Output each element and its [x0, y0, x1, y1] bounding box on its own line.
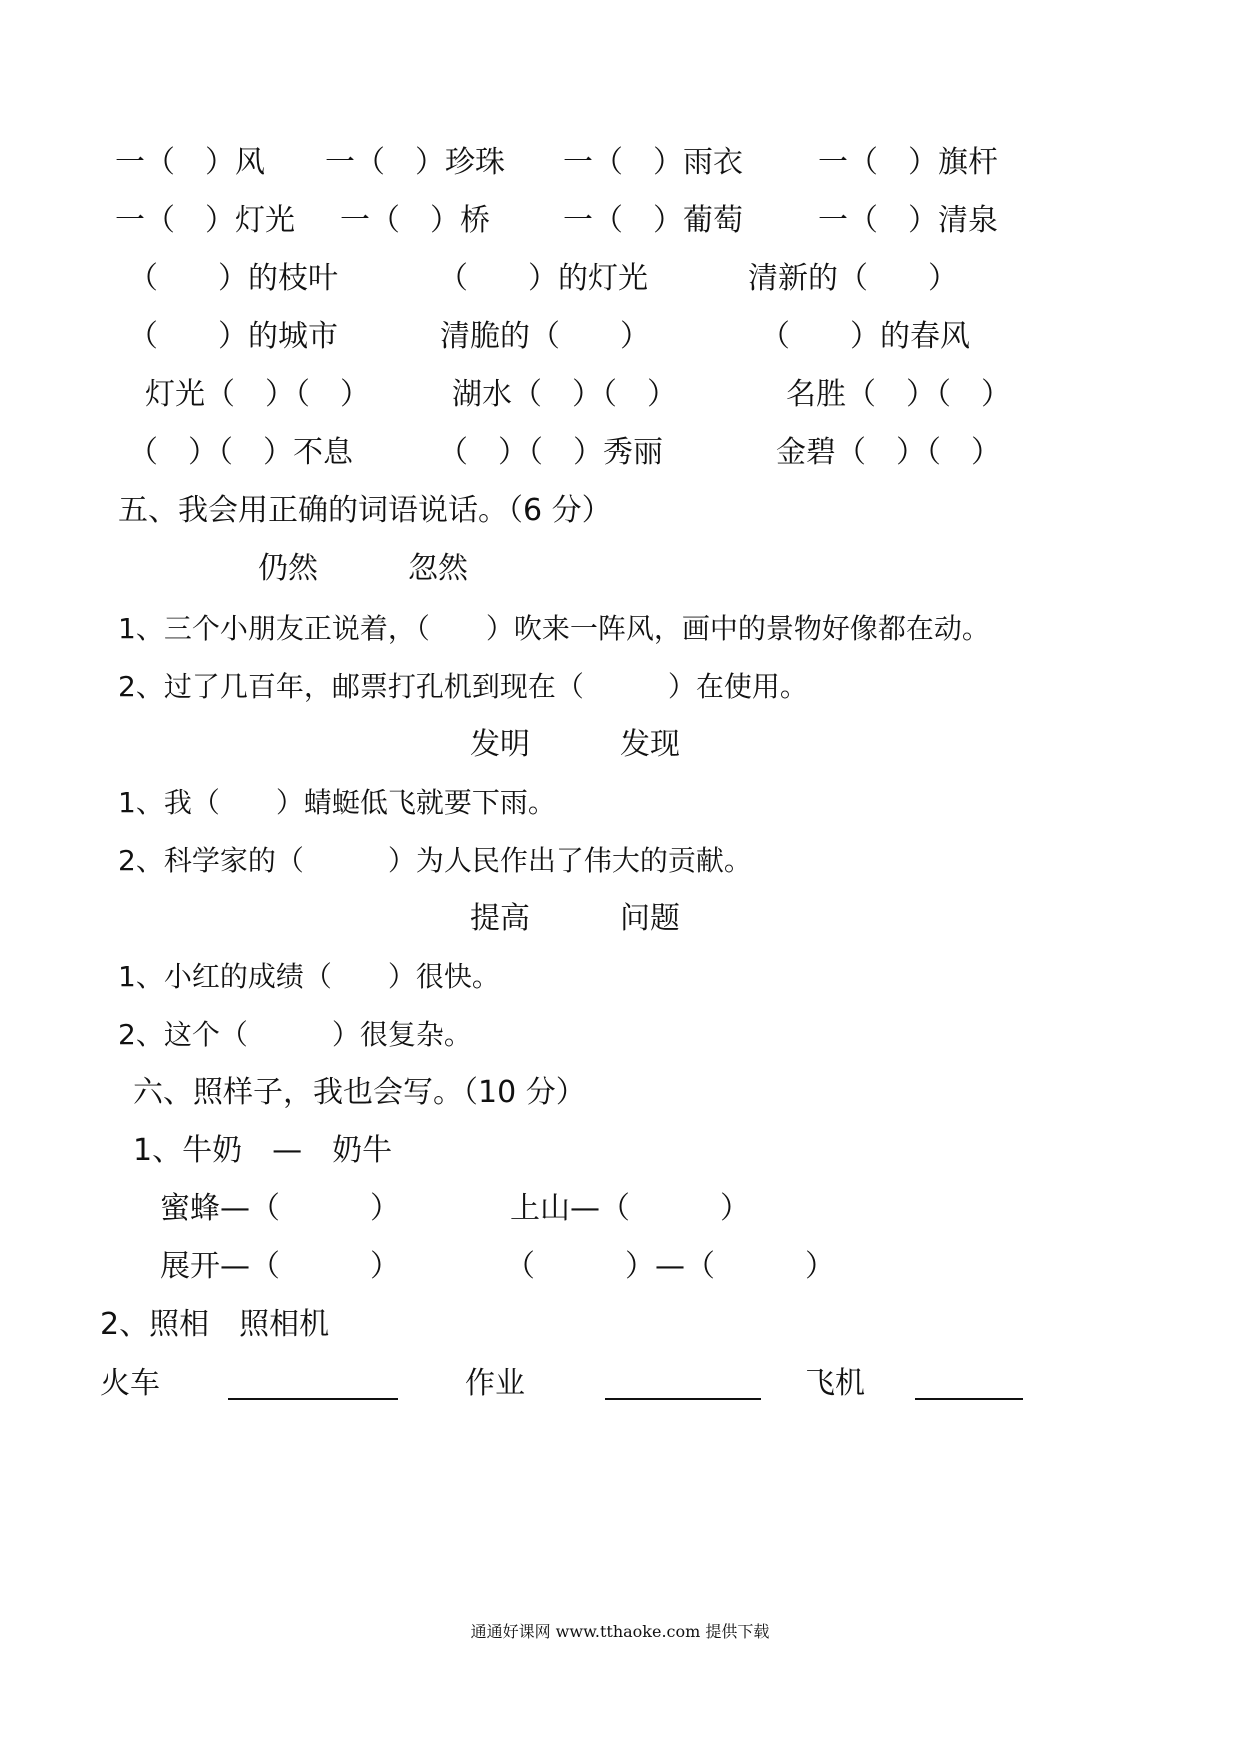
rewrite-item: 蜜蜂—（ ）	[160, 1191, 400, 1226]
aabb-item: 名胜（ ）（ ）	[786, 377, 1011, 412]
rewrite-item: （ ）—（ ）	[505, 1249, 835, 1284]
modifier-item: （ ）的枝叶	[128, 261, 338, 296]
modifier-item: 清脆的（ ）	[440, 319, 650, 354]
sentence: 1、我（ ）蜻蜓低飞就要下雨。	[118, 786, 556, 819]
quantifier-item: 一（ ）风	[115, 145, 265, 180]
modifier-item: （ ）的灯光	[438, 261, 648, 296]
sentence: 1、小红的成绩（ ）很快。	[118, 960, 500, 993]
quantifier-item: 一（ ）灯光	[115, 203, 295, 238]
footer-source: 通通好课网 www.tthaoke.com 提供下载	[470, 1622, 770, 1641]
sentence: 1、三个小朋友正说着，（ ）吹来一阵风，画中的景物好像都在动。	[118, 612, 990, 645]
example-line: 2、照相 照相机	[100, 1307, 330, 1342]
aabb-item: （ ）（ ）秀丽	[438, 435, 663, 470]
section-5-title: 五、我会用正确的词语说话。（6 分）	[118, 493, 612, 528]
modifier-item: （ ）的春风	[760, 319, 970, 354]
sentence: 2、过了几百年，邮票打孔机到现在（ ）在使用。	[118, 670, 808, 703]
word-choice: 提高 问题	[470, 901, 680, 936]
aabb-item: 灯光（ ）（ ）	[145, 377, 370, 412]
quantifier-item: 一（ ）桥	[340, 203, 490, 238]
quantifier-item: 一（ ）珍珠	[325, 145, 505, 180]
sentence: 2、科学家的（ ）为人民作出了伟大的贡献。	[118, 844, 752, 877]
answer-line[interactable]	[228, 1368, 398, 1400]
aabb-item: （ ）（ ）不息	[128, 435, 353, 470]
write-item-word: 飞机	[805, 1366, 865, 1401]
write-item-word: 火车	[100, 1366, 160, 1401]
aabb-item: 湖水（ ）（ ）	[452, 377, 677, 412]
quantifier-item: 一（ ）葡萄	[563, 203, 743, 238]
sentence: 2、这个（ ）很复杂。	[118, 1018, 472, 1051]
quantifier-item: 一（ ）清泉	[818, 203, 998, 238]
rewrite-item: 展开—（ ）	[160, 1249, 400, 1284]
write-item	[805, 1364, 865, 1404]
answer-line[interactable]	[915, 1368, 1023, 1400]
write-item	[465, 1364, 525, 1404]
write-item	[100, 1364, 160, 1404]
answer-line[interactable]	[605, 1368, 761, 1400]
quantifier-item: 一（ ）雨衣	[563, 145, 743, 180]
section-6-title: 六、照样子，我也会写。（10 分）	[133, 1075, 586, 1110]
example-line: 1、牛奶 — 奶牛	[133, 1133, 393, 1168]
word-choice: 发明 发现	[470, 727, 680, 762]
aabb-item: 金碧（ ）（ ）	[776, 435, 1001, 470]
rewrite-item: 上山—（ ）	[510, 1191, 750, 1226]
modifier-item: 清新的（ ）	[748, 261, 958, 296]
word-choice: 仍然 忽然	[258, 551, 468, 586]
write-item-word: 作业	[465, 1366, 525, 1401]
modifier-item: （ ）的城市	[128, 319, 338, 354]
quantifier-item: 一（ ）旗杆	[818, 145, 998, 180]
